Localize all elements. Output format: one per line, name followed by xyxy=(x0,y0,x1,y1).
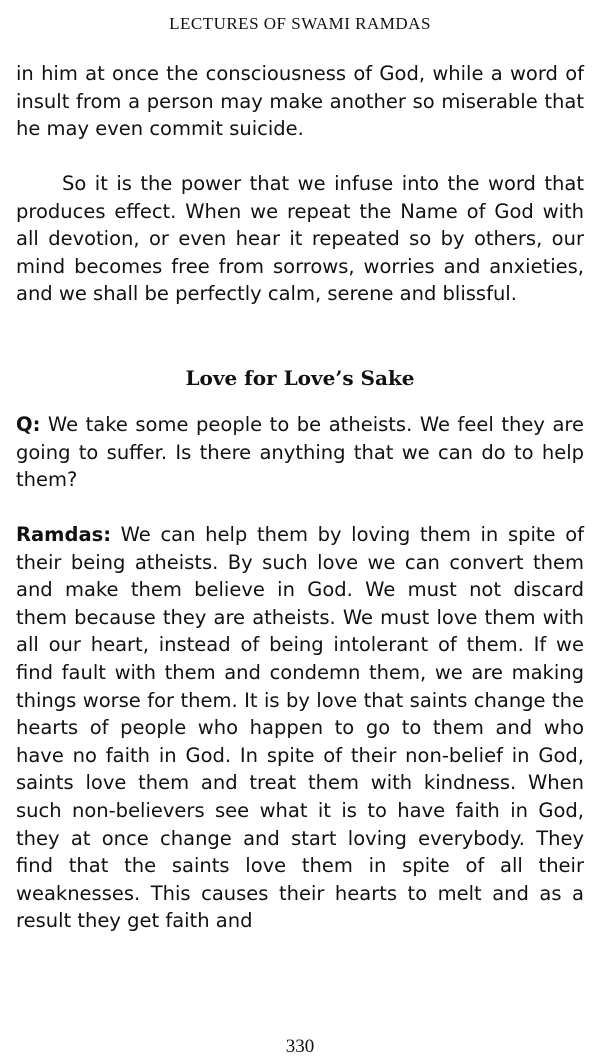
paragraph-continued xyxy=(16,60,584,143)
paragraph-text: in him at once the consciousness of God, while a word of insult from a person may make another so miserable that he may even commit suicide. xyxy=(16,62,584,141)
question-text: We take some people to be atheists. We feel they are going to suffer. Is there anything that we can do to help them? xyxy=(16,413,584,492)
page-number: 330 xyxy=(285,1036,315,1057)
answer-label: Ramdas: xyxy=(16,523,112,546)
answer-text: We can help them by loving them in spite of their being atheists. By such love we can convert them and make them believe in God. We must not discard them because they are atheists. We must love them with all our heart, instead of being intolerant of them. If we find fault with them and condemn them, we are making things worse for them. It is by love that saints change the hearts of people who happen to go to them and who have no faith in God. In spite of their non-belief in God, saints love them and treat them with kindness. When such non-believers see what it is to have faith in God, they at once change and start loving everybody. They find that the saints love them in spite of all their weaknesses. This causes their hearts to melt and as a result they get faith and xyxy=(16,523,584,933)
running-head: LECTURES OF SWAMI RAMDAS xyxy=(169,14,431,33)
answer-text-wrapper xyxy=(16,521,584,935)
paragraph-text: So it is the power that we infuse into the word that produces effect. When we repeat the Name of God with all devotion, or even hear it repeated so by others, our mind becomes free from sorrows, worries and anxieties, and we shall be perfectly calm, serene and blissful. xyxy=(16,172,584,306)
paragraph-word-power xyxy=(16,170,584,308)
question-paragraph xyxy=(16,411,584,494)
question-label: Q: xyxy=(16,413,41,436)
question-text-wrapper xyxy=(16,411,584,494)
answer-paragraph xyxy=(16,521,584,935)
section-heading: Love for Love’s Sake xyxy=(185,366,415,390)
